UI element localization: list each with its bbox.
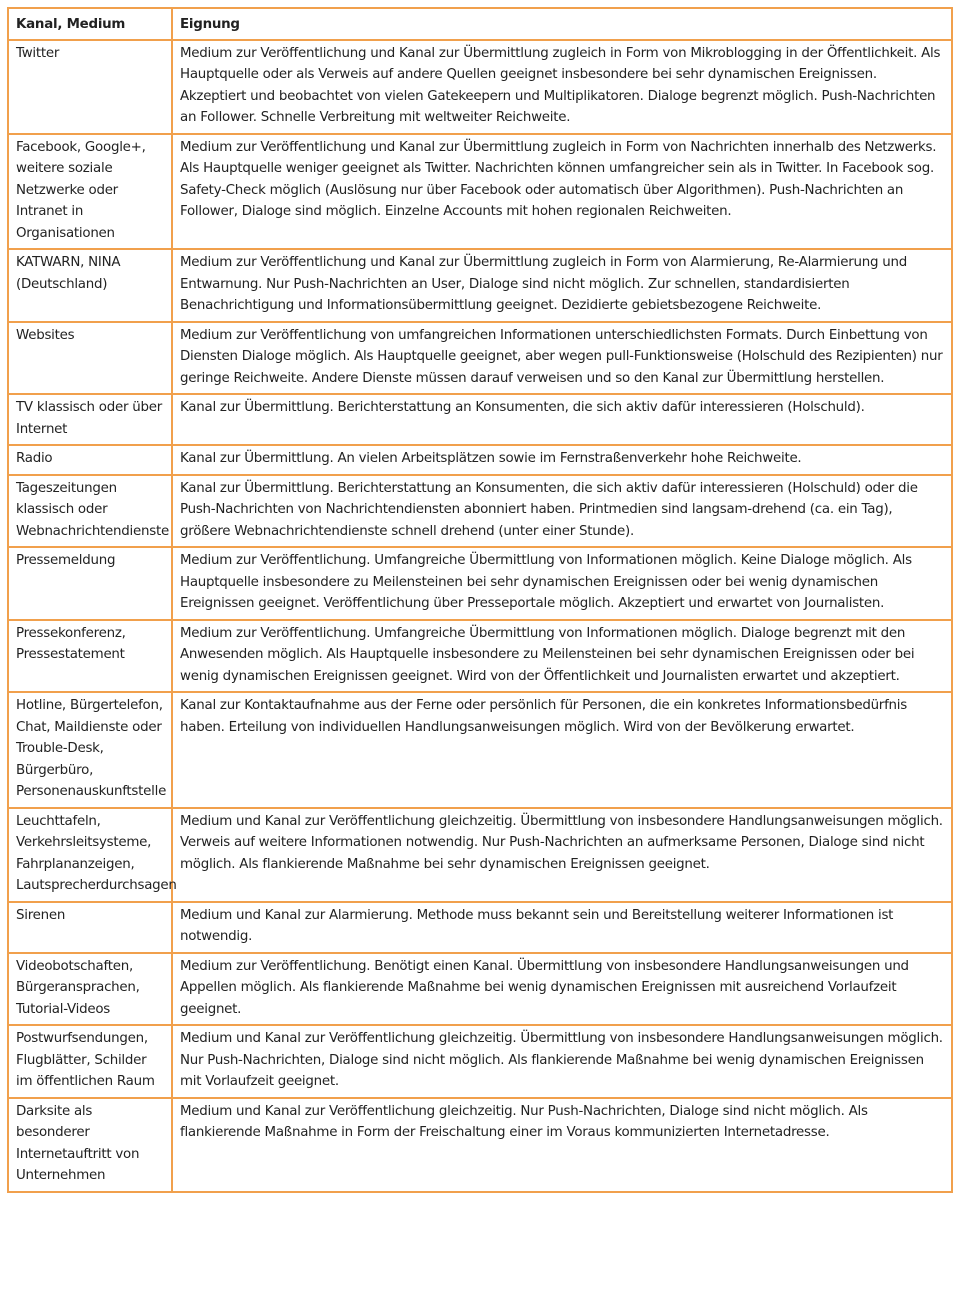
table-header-row — [8, 8, 952, 40]
table-row — [8, 808, 952, 902]
table-row — [8, 620, 952, 693]
table-row — [8, 1025, 952, 1098]
channel-cell: Twitter — [8, 40, 172, 134]
channel-cell: Sirenen — [8, 902, 172, 953]
suitability-cell: Medium zur Veröffentlichung von umfangreichen Informationen unterschiedlichsten Formats. Durch Einbettung von Diensten Dialoge möglich. Als Hauptquelle geeignet, aber wegen pull-Funktionsweise (Holschuld des Rezipienten) nur geringe Reichweite. Andere Dienste müssen darauf verweisen und so den Kanal zur Übermittlung herstellen. — [172, 322, 952, 395]
suitability-cell: Medium zur Veröffentlichung. Benötigt einen Kanal. Übermittlung von insbesondere Handlungsanweisungen und Appellen möglich. Als flankierende Maßnahme bei wenig dynamischen Ereignissen mit ausreichend Vorlaufzeit geeignet. — [172, 953, 952, 1026]
table-row — [8, 445, 952, 475]
table-row — [8, 547, 952, 620]
table-row — [8, 134, 952, 250]
channel-cell: Tageszeitungen klassisch oder Webnachrichtendienste — [8, 475, 172, 548]
channel-cell: KATWARN, NINA (Deutschland) — [8, 249, 172, 322]
channel-cell: Postwurfsendungen, Flugblätter, Schilder im öffentlichen Raum — [8, 1025, 172, 1098]
suitability-cell: Medium und Kanal zur Alarmierung. Methode muss bekannt sein und Bereitstellung weiterer Informationen ist notwendig. — [172, 902, 952, 953]
channel-cell: Radio — [8, 445, 172, 475]
channel-cell: Darksite als besonderer Internetauftritt von Unternehmen — [8, 1098, 172, 1192]
suitability-cell: Medium und Kanal zur Veröffentlichung gleichzeitig. Nur Push-Nachrichten, Dialoge sind nicht möglich. Als flankierende Maßnahme in Form der Freischaltung einer im Voraus kommunizierten Internetadresse. — [172, 1098, 952, 1192]
suitability-cell: Medium zur Veröffentlichung und Kanal zur Übermittlung zugleich in Form von Alarmierung, Re-Alarmierung und Entwarnung. Nur Push-Nachrichten an User, Dialoge sind nicht möglich. Zur schnellen, standardisierten Benachrichtigung und Informationsübermittlung geeignet. Dezidierte gebietsbezogene Reichweite. — [172, 249, 952, 322]
header-suitability: Eignung — [172, 8, 952, 40]
channel-cell: Facebook, Google+, weitere soziale Netzwerke oder Intranet in Organisationen — [8, 134, 172, 250]
channel-cell: Leuchttafeln, Verkehrsleitsysteme, Fahrplananzeigen, Lautsprecherdurchsagen — [8, 808, 172, 902]
channel-suitability-table — [7, 7, 953, 1193]
suitability-cell: Medium zur Veröffentlichung. Umfangreiche Übermittlung von Informationen möglich. Dialoge begrenzt mit den Anwesenden möglich. Als Hauptquelle insbesondere zu Meilensteinen bei sehr dynamischen Ereignissen oder bei wenig dynamischen Ereignissen geeignet. Wird von der Öffentlichkeit und Journalisten erwartet und akzeptiert. — [172, 620, 952, 693]
suitability-cell: Medium und Kanal zur Veröffentlichung gleichzeitig. Übermittlung von insbesondere Handlungsanweisungen möglich. Verweis auf weitere Informationen notwendig. Nur Push-Nachrichten an aufmerksame Personen, Dialoge sind nicht möglich. Als flankierende Maßnahme bei sehr dynamischen Ereignissen geeignet. — [172, 808, 952, 902]
table-row — [8, 249, 952, 322]
channel-cell: Hotline, Bürgertelefon, Chat, Maildienste oder Trouble-Desk, Bürgerbüro, Personenauskunftstelle — [8, 692, 172, 808]
suitability-cell: Kanal zur Übermittlung. An vielen Arbeitsplätzen sowie im Fernstraßenverkehr hohe Reichweite. — [172, 445, 952, 475]
channel-cell: Websites — [8, 322, 172, 395]
table-row — [8, 1098, 952, 1192]
table-body — [8, 40, 952, 1192]
table-row — [8, 40, 952, 134]
channel-cell: Pressemeldung — [8, 547, 172, 620]
suitability-cell: Medium zur Veröffentlichung. Umfangreiche Übermittlung von Informationen möglich. Keine Dialoge möglich. Als Hauptquelle insbesondere zu Meilensteinen bei sehr dynamischen Ereignissen oder bei wenig dynamischen Ereignissen geeignet. Veröffentlichung über Presseportale möglich. Akzeptiert und erwartet von Journalisten. — [172, 547, 952, 620]
table-row — [8, 475, 952, 548]
suitability-cell: Medium und Kanal zur Veröffentlichung gleichzeitig. Übermittlung von insbesondere Handlungsanweisungen möglich. Nur Push-Nachrichten, Dialoge sind nicht möglich. Als flankierende Maßnahme bei wenig dynamischen Ereignissen mit Vorlaufzeit geeignet. — [172, 1025, 952, 1098]
suitability-cell: Kanal zur Kontaktaufnahme aus der Ferne oder persönlich für Personen, die ein konkretes Informationsbedürfnis haben. Erteilung von individuellen Handlungsanweisungen möglich. Wird von der Bevölkerung erwartet. — [172, 692, 952, 808]
channel-suitability-table-wrapper — [7, 7, 951, 1193]
table-row — [8, 394, 952, 445]
suitability-cell: Medium zur Veröffentlichung und Kanal zur Übermittlung zugleich in Form von Nachrichten innerhalb des Netzwerks. Als Hauptquelle weniger geeignet als Twitter. Nachrichten können umfangreicher sein als in Twitter. In Facebook sog. Safety-Check möglich (Auslösung nur über Facebook oder automatisch über Algorithmen). Push-Nachrichten an Follower, Dialoge sind möglich. Einzelne Accounts mit hohen regionalen Reichweiten. — [172, 134, 952, 250]
table-row — [8, 692, 952, 808]
table-row — [8, 953, 952, 1026]
suitability-cell: Kanal zur Übermittlung. Berichterstattung an Konsumenten, die sich aktiv dafür interessieren (Holschuld). — [172, 394, 952, 445]
table-row — [8, 902, 952, 953]
suitability-cell: Kanal zur Übermittlung. Berichterstattung an Konsumenten, die sich aktiv dafür interessieren (Holschuld) oder die Push-Nachrichten von Nachrichtendiensten abonniert haben. Printmedien sind langsam-drehend (ca. ein Tag), größere Webnachrichtendienste schnell drehend (unter einer Stunde). — [172, 475, 952, 548]
channel-cell: Pressekonferenz, Pressestatement — [8, 620, 172, 693]
channel-cell: Videobotschaften, Bürgeransprachen, Tutorial-Videos — [8, 953, 172, 1026]
table-row — [8, 322, 952, 395]
header-channel: Kanal, Medium — [8, 8, 172, 40]
suitability-cell: Medium zur Veröffentlichung und Kanal zur Übermittlung zugleich in Form von Mikroblogging in der Öffentlichkeit. Als Hauptquelle oder als Verweis auf andere Quellen geeignet insbesondere bei sehr dynamischen Ereignissen. Akzeptiert und beobachtet von vielen Gatekeepern und Multiplikatoren. Dialoge begrenzt möglich. Push-Nachrichten an Follower. Schnelle Verbreitung mit weltweiter Reichweite. — [172, 40, 952, 134]
channel-cell: TV klassisch oder über Internet — [8, 394, 172, 445]
